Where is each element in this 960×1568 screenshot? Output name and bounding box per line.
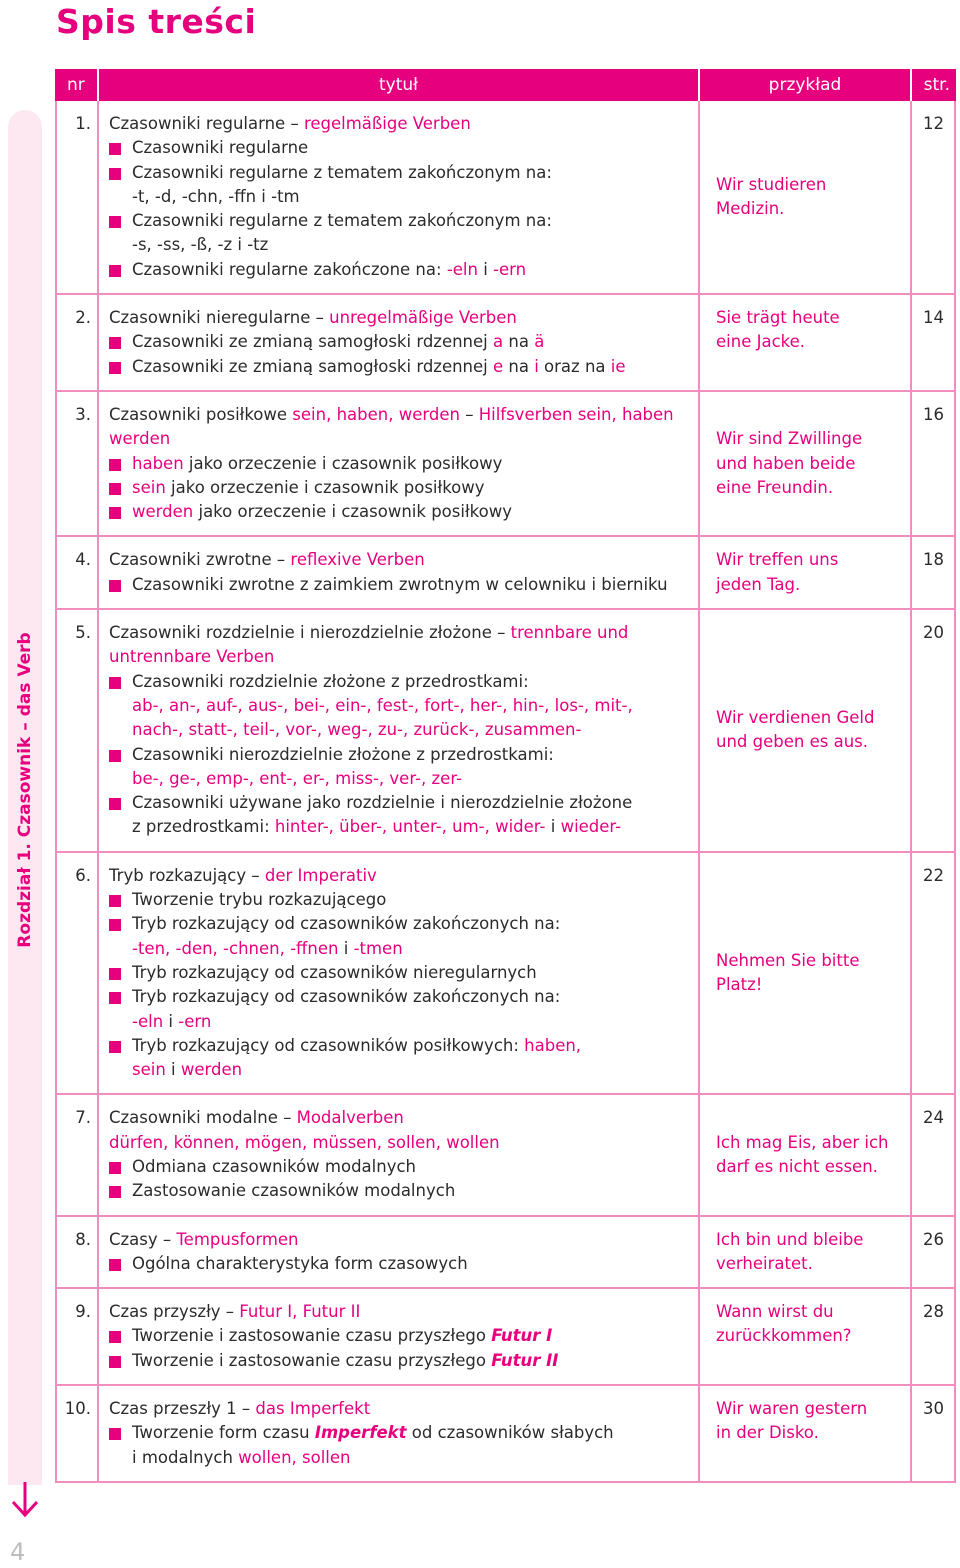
row-number: 9. (55, 1289, 99, 1386)
bullet-item (109, 1034, 694, 1058)
toc-header-row (55, 69, 956, 101)
text-segment: Futur II (491, 1350, 559, 1370)
text-segment: -t, -d, -chn, -ffn i -tm (132, 186, 300, 206)
arrow-down-icon (8, 1480, 42, 1520)
table-row (55, 101, 956, 295)
text-segment: ab-, an-, auf-, aus-, bei-, ein-, fest-, fort-, her-, hin-, los-, mit-, (132, 695, 633, 715)
row-example (700, 295, 912, 392)
text-segment: Tryb rozkazujący od czasowników zakończonych na: (132, 914, 561, 934)
bullet-item (109, 670, 694, 694)
text-segment: e (493, 356, 504, 376)
title-line (109, 718, 694, 742)
toc-table (55, 69, 956, 1483)
bullet-item (109, 136, 694, 160)
example-line: Wir verdienen Geld (716, 708, 875, 728)
text-segment: Modalverben (296, 1108, 404, 1128)
row-example (700, 1386, 912, 1483)
example-line: Platz! (716, 975, 763, 995)
example-line: verheiratet. (716, 1253, 813, 1273)
text-segment: jako orzeczenie i czasownik posiłkowy (165, 477, 485, 497)
text-segment: Czasowniki rozdzielnie i nierozdzielnie złożone – (109, 623, 511, 643)
example-line: jeden Tag. (716, 574, 801, 594)
bullet-item (109, 1155, 694, 1179)
text-segment: sein, haben, werden (292, 404, 460, 424)
table-row (55, 1386, 956, 1483)
text-segment: Tempusformen (176, 1229, 299, 1249)
text-segment: Tworzenie i zastosowanie czasu przyszłego (132, 1350, 492, 1370)
bullet-item (109, 743, 694, 767)
title-line (109, 1300, 694, 1324)
title-line (109, 1058, 694, 1082)
title-line (109, 1106, 694, 1130)
row-title (99, 1095, 700, 1216)
row-number: 2. (55, 295, 99, 392)
text-segment: untrennbare Verben (109, 647, 275, 667)
text-segment: Czasowniki ze zmianą samogłoski rdzennej (132, 332, 493, 352)
text-segment: hinter-, über-, unter-, um-, wider- (274, 817, 546, 837)
text-segment: Tworzenie form czasu (132, 1423, 315, 1443)
text-segment: Czas przeszły 1 – (109, 1399, 256, 1419)
row-title (99, 610, 700, 853)
text-segment: wieder- (560, 817, 622, 837)
text-segment: sein (132, 1060, 166, 1080)
bullet-item (109, 985, 694, 1009)
text-segment: Czas przyszły – (109, 1302, 240, 1322)
example-line: Nehmen Sie bitte (716, 950, 860, 970)
row-example (700, 1289, 912, 1386)
table-row (55, 610, 956, 853)
text-segment: i (338, 938, 354, 958)
bullet-item (109, 791, 694, 815)
table-row (55, 537, 956, 610)
text-segment: regelmäßige Verben (303, 114, 471, 133)
text-segment: i (545, 817, 561, 837)
text-segment: jako orzeczenie i czasownik posiłkowy (183, 453, 503, 473)
title-line (109, 185, 694, 209)
row-title (99, 537, 700, 610)
title-line (109, 1397, 694, 1421)
row-example (700, 1095, 912, 1216)
title-line (109, 645, 694, 669)
text-segment: -eln (446, 259, 478, 279)
row-example (700, 853, 912, 1096)
text-segment: z przedrostkami: (132, 817, 275, 837)
table-row (55, 853, 956, 1096)
text-segment: od czasowników słabych (406, 1423, 614, 1443)
example-line: Ich bin und bleibe (716, 1229, 864, 1249)
row-number: 4. (55, 537, 99, 610)
text-segment: Czasowniki regularne z tematem zakończonym na: (132, 162, 552, 182)
title-line (109, 306, 694, 330)
text-segment: Czasowniki nierozdzielnie złożone z przedrostkami: (132, 744, 554, 764)
bullet-item (109, 452, 694, 476)
text-segment: haben, (524, 1035, 582, 1055)
text-segment: Czasowniki nieregularne – (109, 308, 330, 328)
row-page: 26 (912, 1217, 956, 1290)
text-segment: na (503, 356, 535, 376)
row-number: 1. (55, 101, 99, 295)
title-line (109, 1446, 694, 1470)
bullet-item (109, 888, 694, 912)
row-title (99, 1386, 700, 1483)
bullet-item (109, 961, 694, 985)
bullet-item (109, 209, 694, 233)
example-line: in der Disko. (716, 1423, 819, 1443)
text-segment: werden (132, 502, 194, 522)
row-title (99, 101, 700, 295)
text-segment: Tryb rozkazujący – (109, 865, 265, 885)
text-segment: i (477, 259, 494, 279)
row-number: 8. (55, 1217, 99, 1290)
text-segment: be-, ge-, emp-, ent-, er-, miss-, ver-, zer- (132, 768, 462, 788)
bullet-item (109, 912, 694, 936)
text-segment: reflexive Verben (290, 550, 425, 570)
text-segment: -tmen (353, 938, 403, 958)
text-segment: dürfen, können, mögen, müssen, sollen, wollen (109, 1132, 500, 1152)
text-segment: -ten, -den, -chnen, -ffnen (132, 938, 339, 958)
title-line (109, 548, 694, 572)
text-segment: Futur I (491, 1326, 553, 1346)
text-segment: Tworzenie trybu rozkazującego (132, 890, 387, 910)
title-line (109, 815, 694, 839)
bullet-item (109, 1421, 694, 1445)
text-segment: Czasowniki ze zmianą samogłoski rdzennej (132, 356, 493, 376)
text-segment: Tworzenie i zastosowanie czasu przyszłego (132, 1326, 492, 1346)
text-segment: das Imperfekt (255, 1399, 371, 1419)
example-line: Sie trägt heute (716, 308, 840, 328)
example-line: Wann wirst du (716, 1302, 834, 1322)
text-segment: trennbare und (510, 623, 629, 643)
bullet-item (109, 1252, 694, 1276)
row-title (99, 1217, 700, 1290)
row-page: 24 (912, 1095, 956, 1216)
text-segment: -ern (178, 1011, 212, 1031)
title-line (109, 864, 694, 888)
example-line: Wir treffen uns (716, 550, 839, 570)
example-line: zurückkommen? (716, 1326, 852, 1346)
example-line: und haben beide (716, 453, 856, 473)
title-line (109, 1131, 694, 1155)
title-line (109, 1228, 694, 1252)
text-segment: – (459, 404, 479, 424)
row-page: 16 (912, 392, 956, 537)
text-segment: haben (132, 453, 184, 473)
row-title (99, 392, 700, 537)
bullet-item (109, 500, 694, 524)
title-line (109, 427, 694, 451)
row-page: 14 (912, 295, 956, 392)
row-page: 28 (912, 1289, 956, 1386)
row-number: 3. (55, 392, 99, 537)
table-row (55, 392, 956, 537)
example-line: Medizin. (716, 199, 785, 219)
text-segment: wollen, sollen (238, 1447, 351, 1467)
chapter-side-title: Rozdział 1. Czasownik – das Verb (15, 632, 35, 948)
table-row (55, 1217, 956, 1290)
text-segment: der Imperativ (264, 865, 377, 885)
text-segment: Imperfekt (314, 1423, 407, 1443)
example-line: darf es nicht essen. (716, 1156, 878, 1176)
example-line: Wir studieren (716, 174, 827, 194)
title-line (109, 621, 694, 645)
example-line: Ich mag Eis, aber ich (716, 1132, 889, 1152)
text-segment: unregelmäßige Verben (329, 308, 517, 328)
text-segment: Czasowniki regularne – (109, 114, 304, 133)
example-line: Wir sind Zwillinge (716, 429, 863, 449)
text-segment: i (165, 1060, 181, 1080)
text-segment: i (163, 1011, 179, 1031)
row-example (700, 101, 912, 295)
text-segment: Tryb rozkazujący od czasowników posiłkowych: (132, 1035, 525, 1055)
text-segment: sein (132, 477, 166, 497)
text-segment: Tryb rozkazujący od czasowników nieregularnych (132, 962, 537, 982)
row-number: 5. (55, 610, 99, 853)
table-row (55, 1289, 956, 1386)
row-example (700, 610, 912, 853)
row-number: 6. (55, 853, 99, 1096)
header-title: tytuł (99, 69, 700, 101)
text-segment: nach-, statt-, teil-, vor-, weg-, zu-, zurück-, zusammen- (132, 720, 582, 740)
row-page: 22 (912, 853, 956, 1096)
example-line: eine Jacke. (716, 332, 806, 352)
bullet-item (109, 330, 694, 354)
bullet-item (109, 1349, 694, 1373)
example-line: und geben es aus. (716, 732, 868, 752)
text-segment: Czasowniki regularne zakończone na: (132, 259, 447, 279)
row-title (99, 295, 700, 392)
row-page: 30 (912, 1386, 956, 1483)
text-segment: na (503, 332, 535, 352)
text-segment: Zastosowanie czasowników modalnych (132, 1181, 456, 1201)
bullet-item (109, 258, 694, 282)
row-example (700, 537, 912, 610)
row-page: 20 (912, 610, 956, 853)
row-example (700, 392, 912, 537)
toc-body (55, 101, 956, 1483)
text-segment: -ern (493, 259, 527, 279)
example-line: eine Freundin. (716, 477, 834, 497)
text-segment: -s, -ss, -ß, -z i -tz (132, 235, 269, 255)
bullet-item (109, 161, 694, 185)
table-row (55, 295, 956, 392)
text-segment: Hilfsverben sein, haben (478, 404, 674, 424)
title-line (109, 937, 694, 961)
text-segment: Czasowniki regularne (132, 138, 309, 158)
row-number: 10. (55, 1386, 99, 1483)
text-segment: Czasowniki modalne – (109, 1108, 297, 1128)
page-title: Spis treści (56, 2, 257, 41)
header-nr: nr (55, 69, 99, 101)
bullet-item (109, 1324, 694, 1348)
header-page: str. (912, 69, 956, 101)
title-line (109, 767, 694, 791)
row-number: 7. (55, 1095, 99, 1216)
header-example: przykład (700, 69, 912, 101)
text-segment: werden (180, 1060, 243, 1080)
bullet-item (109, 476, 694, 500)
text-segment: jako orzeczenie i czasownik posiłkowy (193, 502, 512, 522)
text-segment: Czasowniki posiłkowe (109, 404, 293, 424)
page-number: 4 (10, 1538, 26, 1566)
text-segment: werden (109, 429, 171, 449)
text-segment: Odmiana czasowników modalnych (132, 1156, 417, 1176)
title-line (109, 233, 694, 257)
title-line (109, 694, 694, 718)
title-line (109, 403, 694, 427)
row-title (99, 853, 700, 1096)
text-segment: Tryb rozkazujący od czasowników zakończonych na: (132, 987, 561, 1007)
row-page: 18 (912, 537, 956, 610)
text-segment: Czasy – (109, 1229, 177, 1249)
text-segment: Ogólna charakterystyka form czasowych (132, 1253, 468, 1273)
bullet-item (109, 573, 694, 597)
text-segment: Czasowniki rozdzielnie złożone z przedrostkami: (132, 671, 529, 691)
text-segment: i (534, 356, 539, 376)
text-segment: Czasowniki używane jako rozdzielnie i nierozdzielnie złożone (132, 793, 633, 813)
bullet-item (109, 1179, 694, 1203)
text-segment: -eln (132, 1011, 164, 1031)
title-line (109, 112, 694, 136)
text-segment: Czasowniki zwrotne z zaimkiem zwrotnym w celowniku i bierniku (132, 574, 668, 594)
row-example (700, 1217, 912, 1290)
table-row (55, 1095, 956, 1216)
text-segment: i modalnych (132, 1447, 239, 1467)
text-segment: Futur I, Futur II (239, 1302, 361, 1322)
example-line: Wir waren gestern (716, 1399, 868, 1419)
text-segment: ie (610, 356, 626, 376)
text-segment: ä (534, 332, 545, 352)
row-title (99, 1289, 700, 1386)
bullet-item (109, 355, 694, 379)
row-page: 12 (912, 101, 956, 295)
text-segment: Czasowniki regularne z tematem zakończonym na: (132, 211, 552, 231)
text-segment: Czasowniki zwrotne – (109, 550, 291, 570)
title-line (109, 1010, 694, 1034)
text-segment: a (493, 332, 504, 352)
text-segment: oraz na (538, 356, 611, 376)
